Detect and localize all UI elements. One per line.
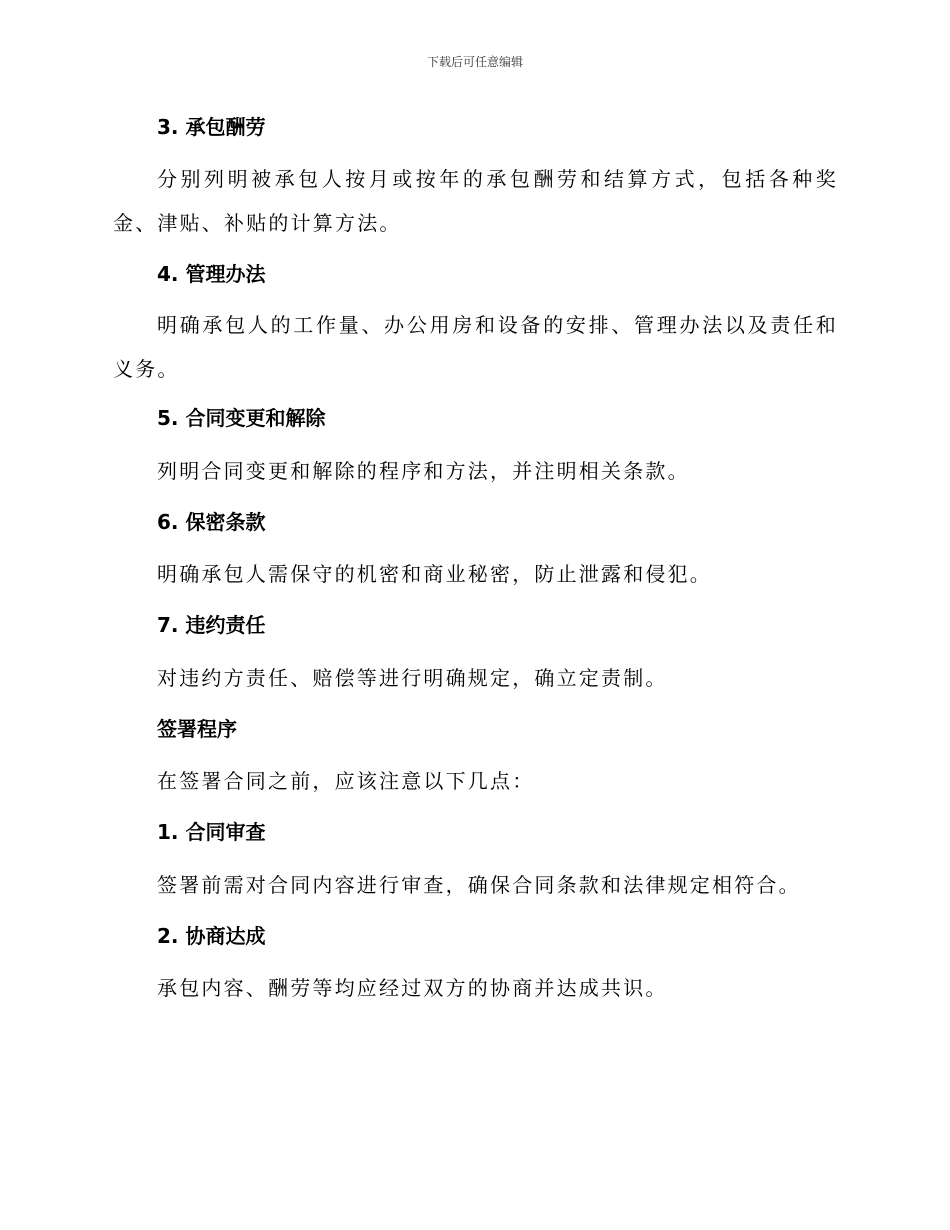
section-body-compensation: 分别列明被承包人按月或按年的承包酬劳和结算方式，包括各种奖金、津贴、补贴的计算方法。 [113, 167, 838, 235]
section-body-negotiation: 承包内容、酬劳等均应经过双方的协商并达成共识。 [157, 976, 668, 1000]
section-heading-confidentiality: 6. 保密条款 [157, 510, 266, 534]
section-body-change-termination: 列明合同变更和解除的程序和方法，并注明相关条款。 [157, 459, 690, 483]
section-heading-change-termination: 5. 合同变更和解除 [157, 406, 326, 430]
section-heading-signing-procedure: 签署程序 [157, 717, 237, 741]
section-heading-contract-review: 1. 合同审查 [157, 820, 266, 844]
section-body-management: 明确承包人的工作量、办公用房和设备的安排、管理办法以及责任和义务。 [113, 313, 838, 381]
page-header: 下载后可任意编辑 [426, 55, 523, 69]
section-body-signing-procedure: 在签署合同之前，应该注意以下几点： [157, 769, 535, 793]
section-heading-liability: 7. 违约责任 [157, 613, 266, 637]
section-body-liability: 对违约方责任、赔偿等进行明确规定，确立定责制。 [157, 666, 668, 690]
section-body-contract-review: 签署前需对合同内容进行审查，确保合同条款和法律规定相符合。 [157, 873, 801, 897]
section-body-confidentiality: 明确承包人需保守的机密和商业秘密，防止泄露和侵犯。 [157, 562, 712, 586]
section-heading-negotiation: 2. 协商达成 [157, 924, 266, 948]
section-heading-compensation: 3. 承包酬劳 [157, 115, 266, 139]
section-heading-management: 4. 管理办法 [157, 262, 266, 286]
